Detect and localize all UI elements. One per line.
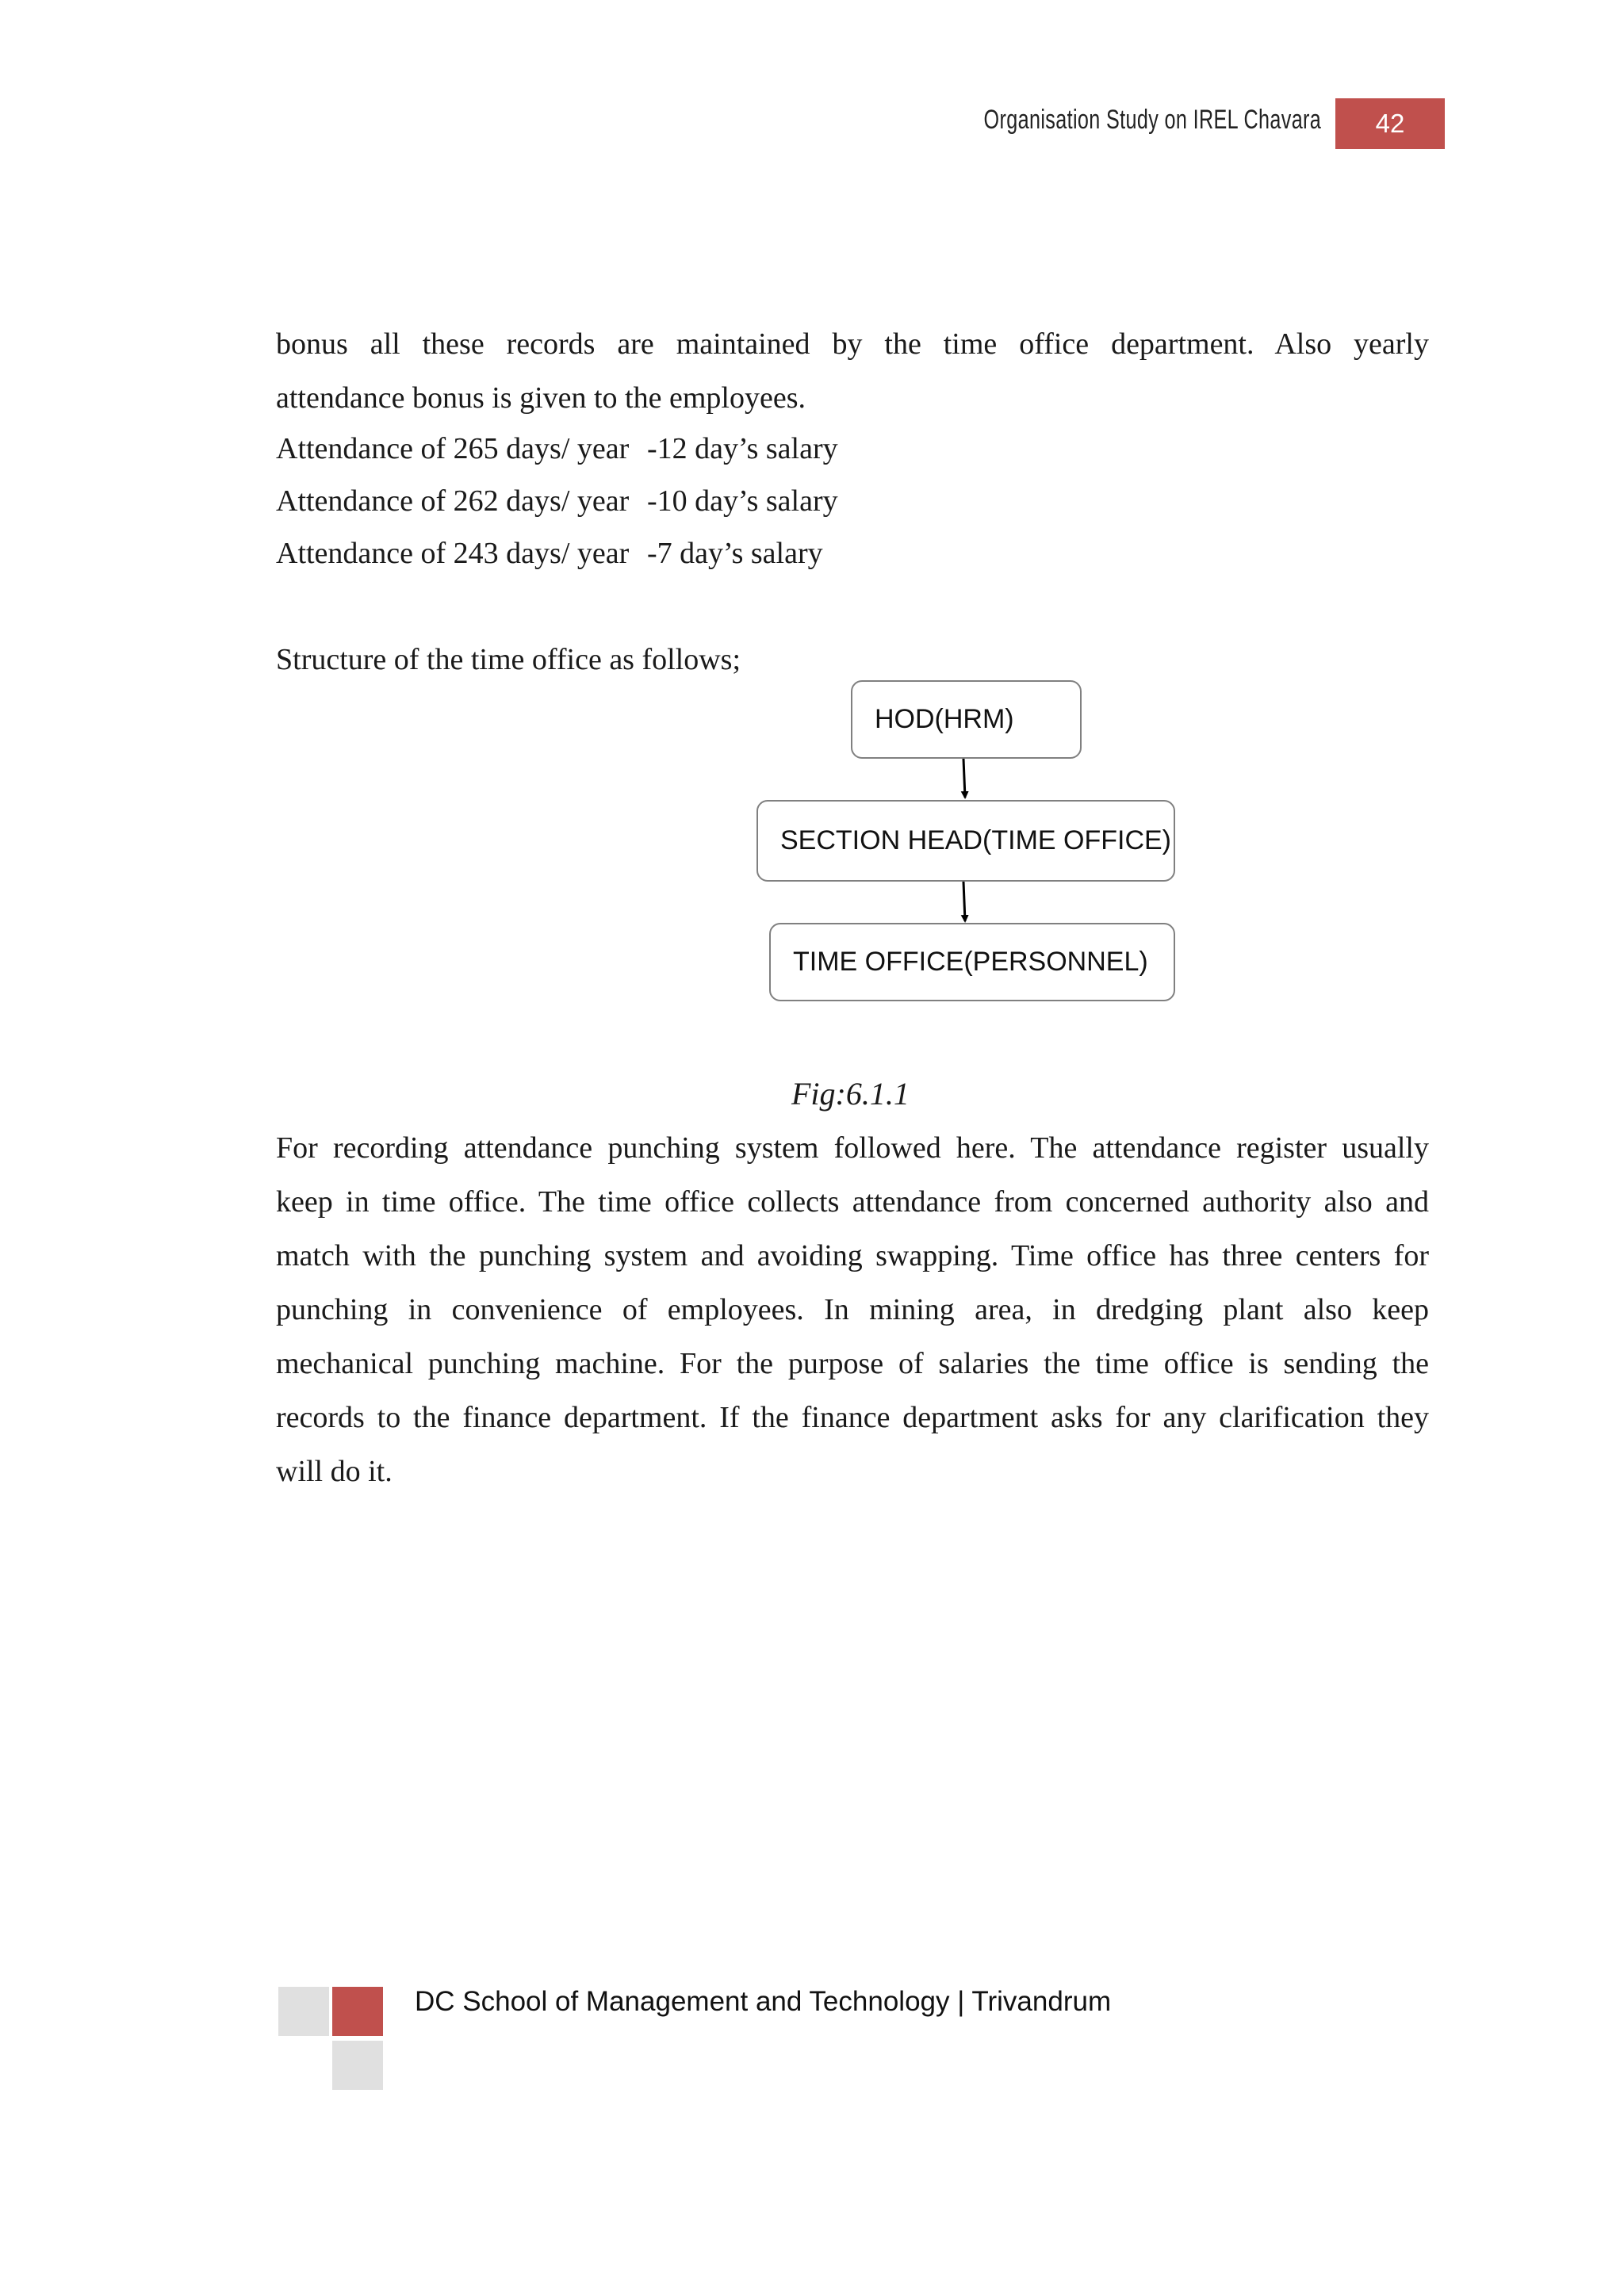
body-line: keep in time office. The time office collects attendance from concerned authority also and (276, 1185, 1429, 1219)
attendance-days: Attendance of 262 days/ year (276, 484, 630, 518)
bonus-amount: -12 day’s salary (647, 432, 838, 465)
structure-heading: Structure of the time office as follows; (276, 643, 741, 676)
attendance-days: Attendance of 265 days/ year (276, 432, 630, 465)
arrow-connector (963, 882, 965, 921)
footer-institution-text: DC School of Management and Technology | Trivandrum (415, 1986, 1112, 2017)
footer-decor-square-grey (278, 1987, 329, 2036)
figure-caption: Fig:6.1.1 (791, 1076, 910, 1112)
page-number-badge: 42 (1335, 98, 1445, 149)
body-line: mechanical punching machine. For the purpose of salaries the time office is sending the (276, 1347, 1429, 1380)
org-box-hod (851, 680, 1082, 759)
body-line: For recording attendance punching system followed here. The attendance register usually (276, 1131, 1429, 1165)
running-header-title: Organisation Study on IREL Chavara (983, 105, 1321, 135)
org-box-section-head (756, 800, 1175, 882)
org-box-label: SECTION HEAD(TIME OFFICE) (780, 825, 1171, 855)
body-line: will do it. (276, 1455, 393, 1488)
body-line: match with the punching system and avoiding swapping. Time office has three centers for (276, 1239, 1429, 1272)
org-box-label: HOD(HRM) (875, 704, 1014, 734)
bonus-amount: -10 day’s salary (647, 484, 838, 518)
footer-decor-square-red (332, 1987, 383, 2036)
intro-line: bonus all these records are maintained by the time office department. Also yearly (276, 327, 1429, 361)
body-line: records to the finance department. If the finance department asks for any clarification they (276, 1401, 1429, 1434)
body-line: punching in convenience of employees. In mining area, in dredging plant also keep (276, 1293, 1429, 1326)
attendance-days: Attendance of 243 days/ year (276, 537, 630, 570)
org-box-time-office (769, 923, 1175, 1001)
arrow-connector (963, 759, 965, 798)
intro-line: attendance bonus is given to the employees. (276, 381, 806, 415)
bonus-amount: -7 day’s salary (647, 537, 823, 570)
org-box-label: TIME OFFICE(PERSONNEL) (793, 947, 1148, 977)
footer-decor-square-grey (332, 2041, 383, 2090)
body-paragraph (276, 1121, 1429, 1498)
